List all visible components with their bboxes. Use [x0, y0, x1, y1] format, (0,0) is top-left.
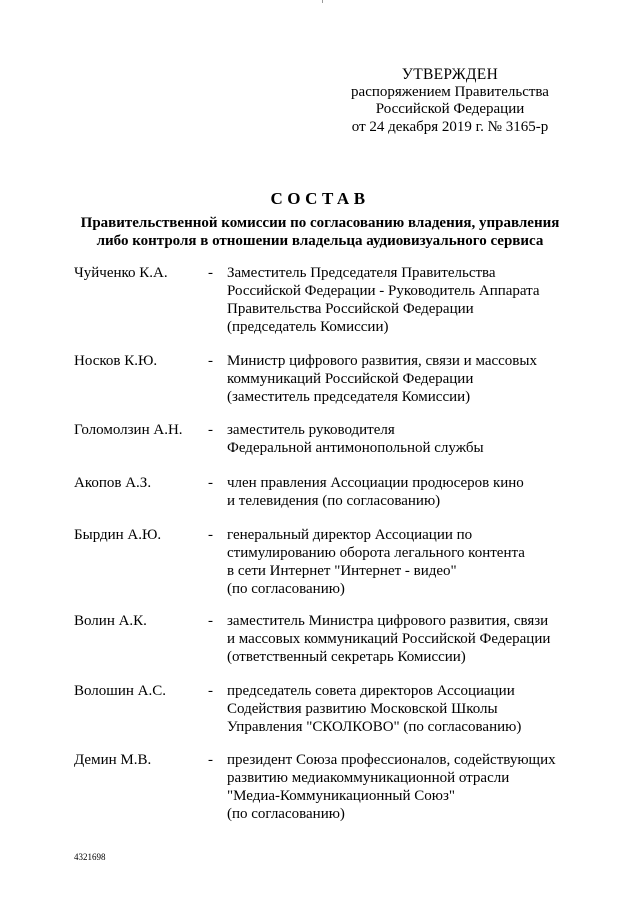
- subtitle-line: либо контроля в отношении владельца аудиовизуального сервиса: [96, 232, 544, 249]
- member-role: [227, 264, 597, 336]
- member-separator: -: [208, 353, 213, 369]
- member-role: [227, 352, 597, 406]
- role-line: "Медиа-Коммуникационный Союз": [227, 788, 455, 804]
- document-title: СОСТАВ: [270, 189, 370, 208]
- role-line: заместитель Министра цифрового развития, связи: [227, 613, 549, 629]
- role-line: (по согласованию): [227, 806, 345, 822]
- role-line: Заместитель Председателя Правительства: [227, 265, 496, 281]
- subtitle-line: Правительственной комиссии по согласованию владения, управления: [80, 215, 560, 231]
- role-line: Российской Федерации - Руководитель Аппарата: [227, 283, 540, 299]
- role-line: Федеральной антимонопольной службы: [227, 440, 484, 456]
- role-line: и телевидения (по согласованию): [227, 493, 441, 509]
- role-line: в сети Интернет "Интернет - видео": [227, 563, 457, 579]
- role-line: развитию медиакоммуникационной отрасли: [227, 770, 510, 786]
- role-line: заместитель руководителя: [227, 422, 395, 438]
- member-role: [227, 751, 597, 823]
- member-separator: -: [208, 527, 213, 543]
- role-line: коммуникаций Российской Федерации: [227, 371, 474, 387]
- approval-line: от 24 декабря 2019 г. № 3165-р: [351, 118, 549, 135]
- approval-line: распоряжением Правительства: [351, 83, 549, 100]
- role-line: (заместитель председателя Комиссии): [227, 389, 471, 405]
- member-role: [227, 682, 597, 736]
- member-role: [227, 474, 597, 510]
- role-line: председатель совета директоров Ассоциации: [227, 683, 515, 699]
- member-separator: -: [208, 422, 213, 438]
- member-separator: -: [208, 613, 213, 629]
- role-line: (председатель Комиссии): [227, 319, 389, 335]
- role-line: Правительства Российской Федерации: [227, 301, 474, 317]
- member-role: [227, 421, 597, 457]
- member-separator: -: [208, 265, 213, 281]
- role-line: президент Союза профессионалов, содействующих: [227, 752, 556, 768]
- page-top-mark: [322, 0, 323, 3]
- role-line: Министр цифрового развития, связи и массовых: [227, 353, 537, 369]
- member-name: Волошин А.С.: [74, 683, 166, 699]
- member-separator: -: [208, 475, 213, 491]
- role-line: стимулированию оборота легального контента: [227, 545, 525, 561]
- member-name: Голомолзин А.Н.: [74, 422, 183, 438]
- approval-stamp: [330, 66, 570, 136]
- member-name: Волин А.К.: [74, 613, 147, 629]
- role-line: и массовых коммуникаций Российской Федерации: [227, 631, 551, 647]
- member-name: Демин М.В.: [74, 752, 152, 768]
- member-name: Носков К.Ю.: [74, 353, 158, 369]
- approval-title: УТВЕРЖДЕН: [401, 66, 499, 83]
- role-line: Управления "СКОЛКОВО" (по согласованию): [227, 719, 522, 735]
- member-name: Акопов А.З.: [74, 475, 152, 491]
- member-separator: -: [208, 683, 213, 699]
- role-line: (ответственный секретарь Комиссии): [227, 649, 466, 665]
- document-number: 4321698: [74, 852, 106, 862]
- member-name: Бырдин А.Ю.: [74, 527, 162, 543]
- role-line: (по согласованию): [227, 581, 345, 597]
- member-name: Чуйченко К.А.: [74, 265, 168, 281]
- role-line: член правления Ассоциации продюсеров кино: [227, 475, 524, 491]
- approval-line: Российской Федерации: [375, 101, 525, 117]
- member-role: [227, 612, 597, 666]
- document-subtitle: [40, 215, 600, 250]
- member-separator: -: [208, 752, 213, 768]
- member-role: [227, 526, 597, 598]
- role-line: генеральный директор Ассоциации по: [227, 527, 473, 543]
- role-line: Содействия развитию Московской Школы: [227, 701, 498, 717]
